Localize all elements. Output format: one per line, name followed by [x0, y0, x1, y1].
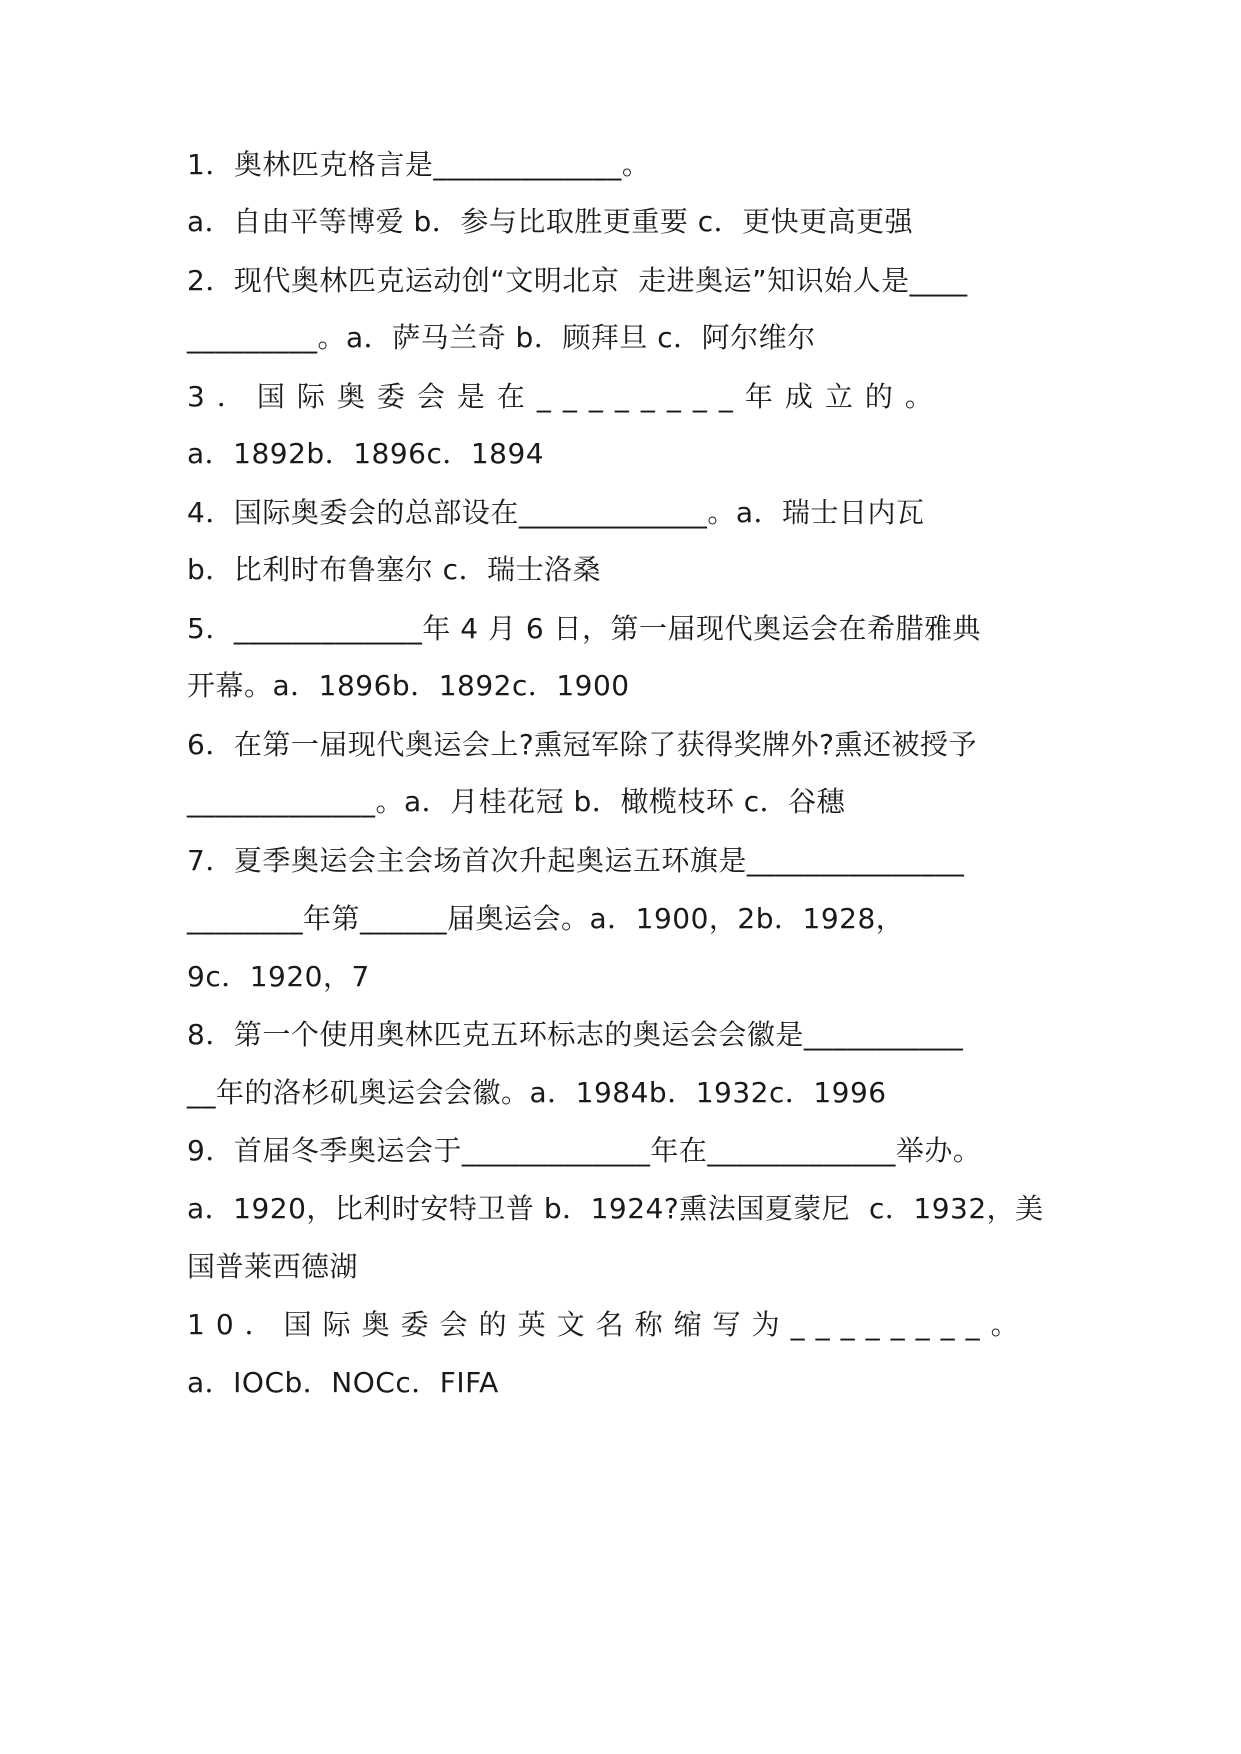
- question-8-options: __年的洛杉矶奥运会会徽。a．1984b．1932c．1996: [187, 1076, 887, 1109]
- question-1-options: a．自由平等博爱 b．参与比取胜更重要 c．更快更高更强: [187, 205, 914, 238]
- question-9-stem: 9．首届冬季奥运会于_____________年在_____________举办。: [187, 1134, 982, 1167]
- question-3-options: a．1892b．1896c．1894: [187, 437, 545, 470]
- question-7-stem: 7．夏季奥运会主会场首次升起奥运五环旗是_______________: [187, 844, 965, 877]
- question-8-stem: 8．第一个使用奥林匹克五环标志的奥运会会徽是___________: [187, 1018, 964, 1051]
- question-6-stem: 6．在第一届现代奥运会上?熏冠军除了获得奖牌外?熏还被授予: [187, 728, 978, 761]
- question-10-options: a．IOCb．NOCc．FIFA: [187, 1366, 499, 1399]
- question-1-stem: 1．奥林匹克格言是_____________。: [187, 148, 651, 181]
- question-6-options: _____________。a．月桂花冠 b．橄榄枝环 c．谷穗: [187, 785, 846, 818]
- question-4-options: b．比利时布鲁塞尔 c．瑞士洛桑: [187, 553, 602, 586]
- question-3-stem: 3．国际奥委会是在________年成立的。: [187, 380, 945, 413]
- question-9-options-continued: 国普莱西德湖: [187, 1250, 359, 1283]
- question-9-options: a．1920，比利时安特卫普 b．1924?熏法国夏蒙尼 c．1932，美: [187, 1192, 1044, 1225]
- question-7-stem-continued: ________年第______届奥运会。a．1900，2b．1928，: [187, 902, 905, 935]
- question-10-stem: 10．国际奥委会的英文名称缩写为________。: [187, 1308, 1030, 1341]
- question-5-stem: 5．_____________年 4 月 6 日，第一届现代奥运会在希腊雅典: [187, 612, 982, 645]
- question-7-options: 9c．1920，7: [187, 960, 370, 993]
- question-2-stem: 2．现代奥林匹克运动创“文明北京 走进奥运”知识始人是____: [187, 264, 968, 297]
- question-5-options: 开幕。a．1896b．1892c．1900: [187, 669, 630, 702]
- question-2-options: _________。a．萨马兰奇 b．顾拜旦 c．阿尔维尔: [187, 321, 816, 354]
- question-4-stem: 4．国际奥委会的总部设在_____________。a．瑞士日内瓦: [187, 496, 925, 529]
